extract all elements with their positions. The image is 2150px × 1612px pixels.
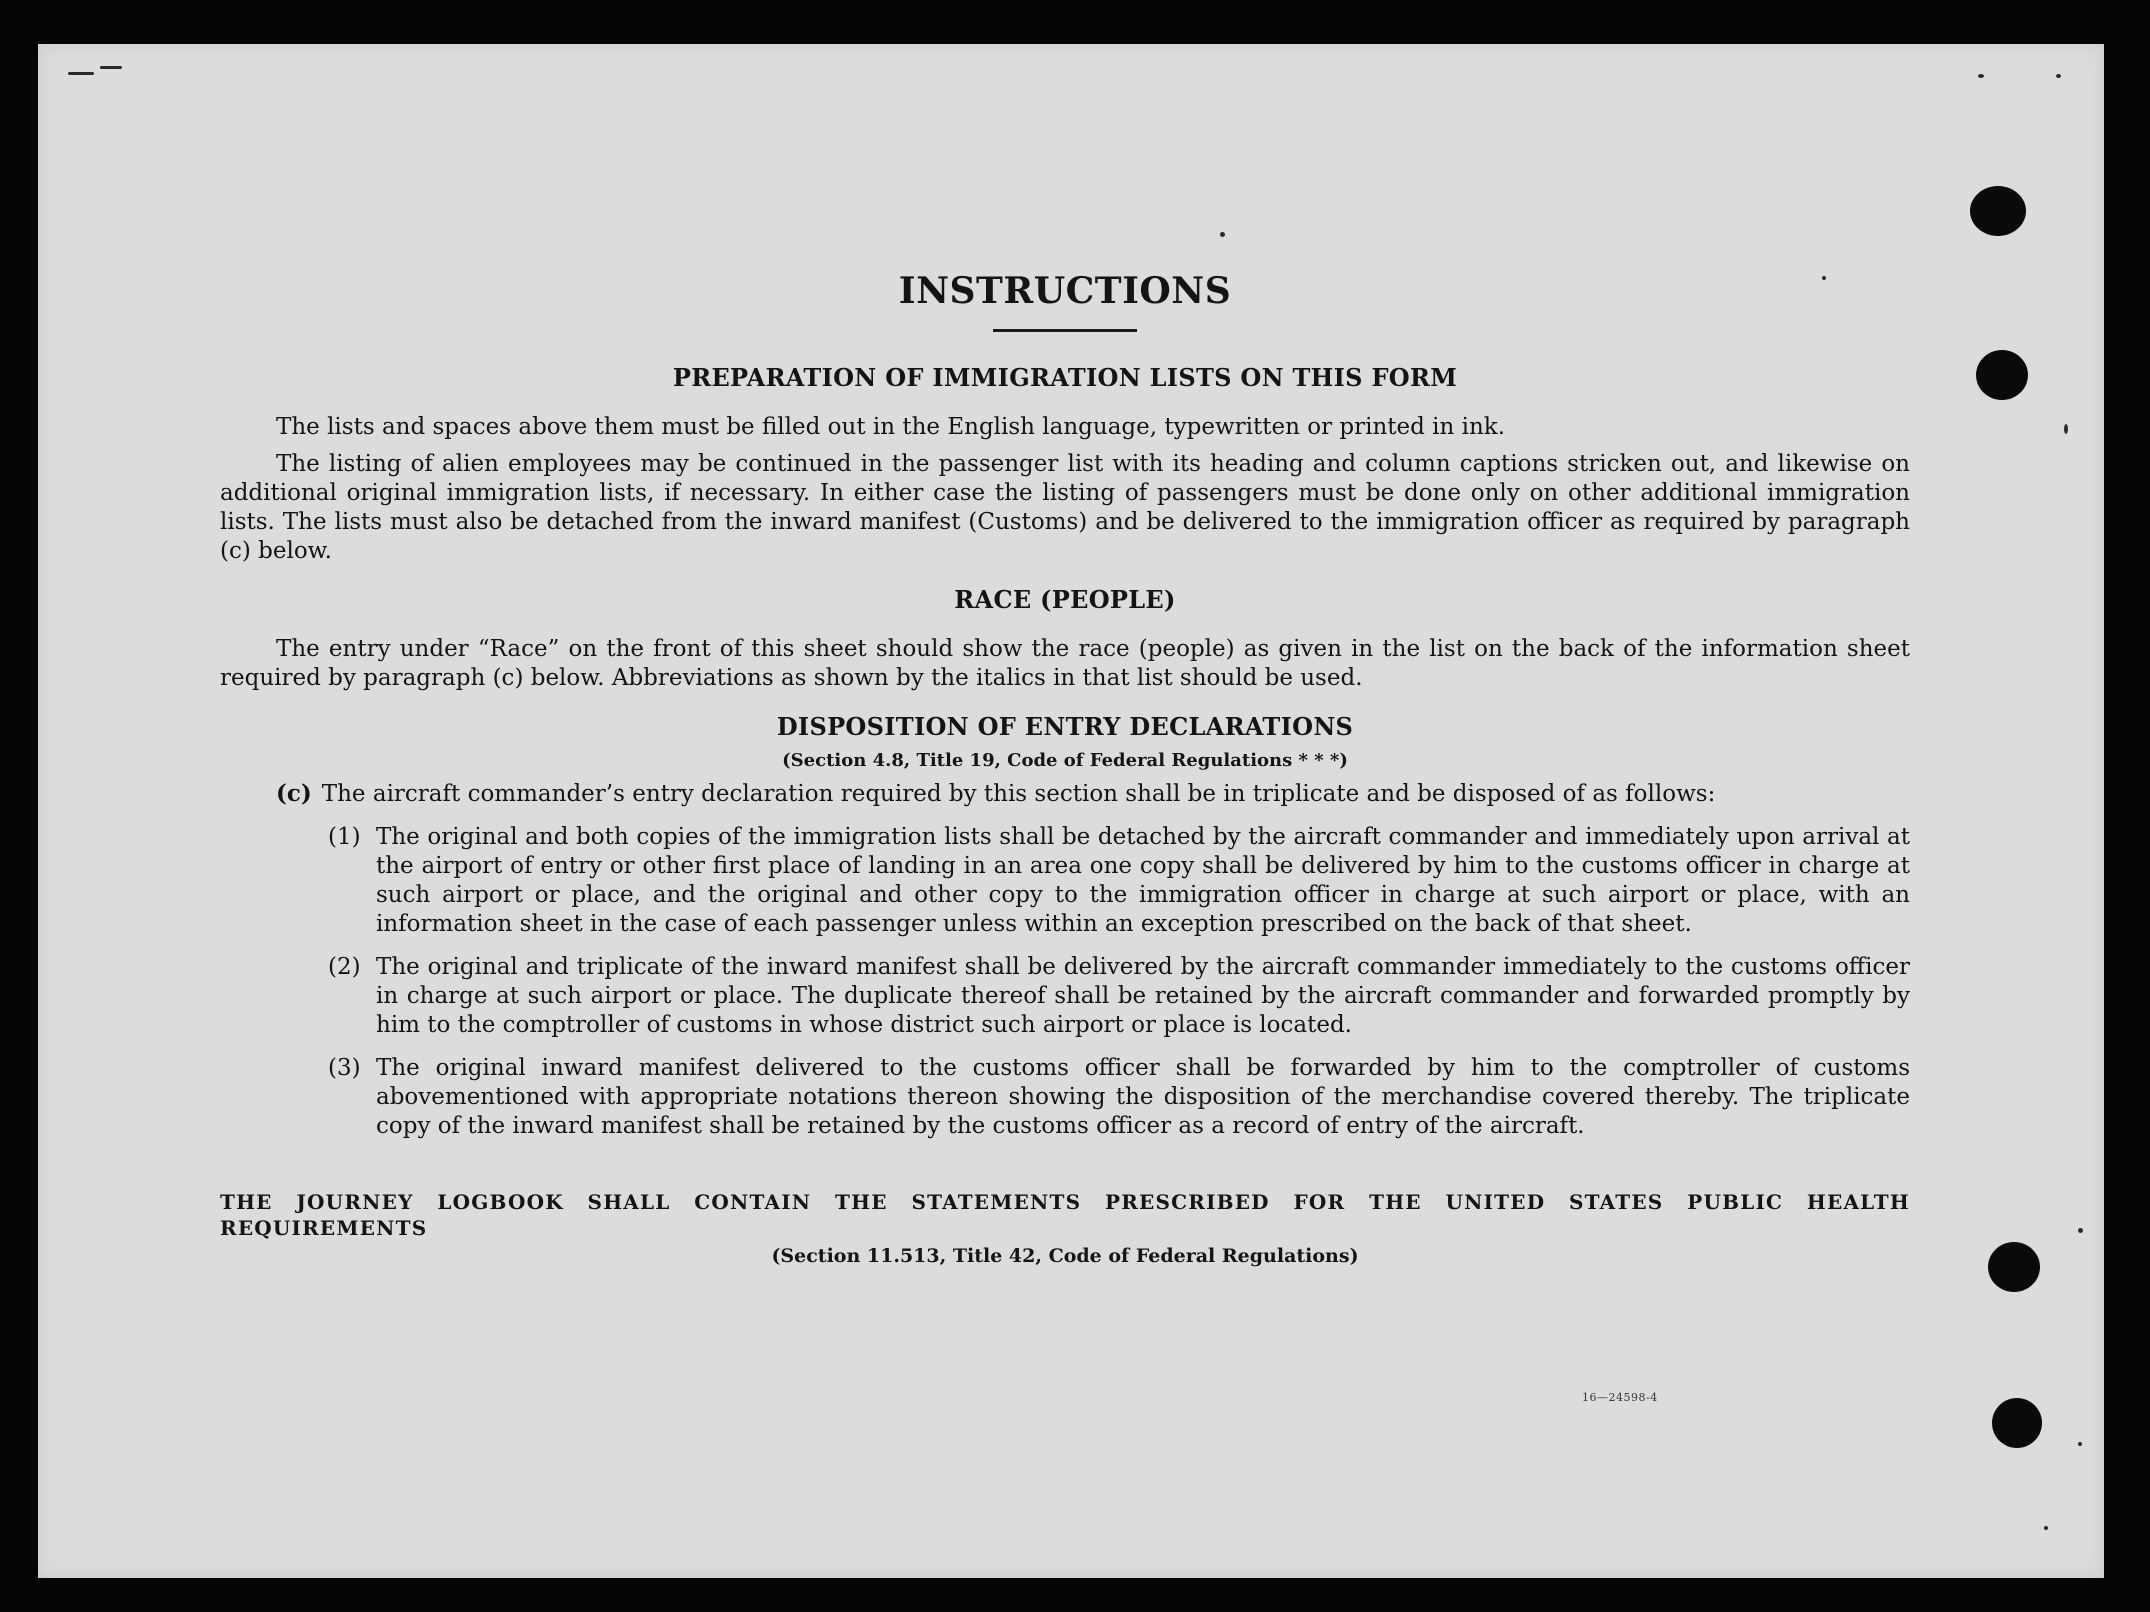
clause-c: [276, 779, 1910, 809]
disposition-item-1: [328, 823, 1910, 939]
punch-hole-1: [1970, 186, 2026, 236]
disposition-item-2: [328, 953, 1910, 1040]
disposition-item-3: [328, 1054, 1910, 1141]
health-requirements-statement: THE JOURNEY LOGBOOK SHALL CONTAIN THE STATEMENTS PRESCRIBED FOR THE UNITED STATES PUBLIC HEALTH REQUIREMENTS: [220, 1189, 1910, 1240]
race-heading: RACE (PEOPLE): [954, 584, 1176, 614]
item-number: (3): [328, 1054, 361, 1081]
preparation-heading: PREPARATION OF IMMIGRATION LISTS ON THIS FORM: [672, 363, 1458, 393]
disposition-heading: DISPOSITION OF ENTRY DECLARATIONS: [776, 711, 1354, 741]
instructions-content: [220, 270, 1910, 1267]
race-paragraph: The entry under “Race” on the front of this sheet should show the race (people) as given in the list on the back of the information sheet required by paragraph (c) below. Abbreviations as shown by the italics in that list should be used.: [220, 635, 1910, 691]
scan-speck: [100, 66, 122, 69]
scan-speck: [1978, 74, 1984, 78]
clause-c-label: (c): [276, 779, 312, 807]
punch-hole-2: [1976, 350, 2028, 400]
scan-speck: [2056, 74, 2061, 78]
preparation-paragraph-1: The lists and spaces above them must be filled out in the English language, typewritten or printed in ink.: [276, 413, 1506, 440]
title-underline: [993, 329, 1137, 332]
page-title: INSTRUCTIONS: [898, 270, 1232, 312]
preparation-section: [220, 364, 1910, 566]
clause-c-text: The aircraft commander’s entry declaration required by this section shall be in triplicate and be disposed of as follows:: [321, 780, 1716, 807]
item-number: (2): [328, 953, 361, 980]
item-text: The original inward manifest delivered to the customs officer shall be forwarded by him to the comptroller of customs abovementioned with appropriate notations thereon showing the disposition of the merchandise covered thereby. The triplicate copy of the inward manifest shall be retained by the customs officer as a record of entry of the aircraft.: [376, 1054, 1910, 1139]
punch-hole-3: [1988, 1242, 2040, 1292]
scan-speck: [2064, 424, 2068, 434]
scan-speck: [1220, 232, 1225, 237]
disposition-citation: (Section 4.8, Title 19, Code of Federal Regulations * * *): [782, 749, 1348, 771]
preparation-paragraph-2: The listing of alien employees may be continued in the passenger list with its heading and column captions stricken out, and likewise on additional original immigration lists, if necessary. In either case the listing of passengers must be done only on other additional immigration lists. The lists must also be detached from the inward manifest (Customs) and be delivered to the immigration officer as required by paragraph (c) below.: [220, 450, 1910, 564]
race-section: [220, 586, 1910, 693]
item-text: The original and triplicate of the inward manifest shall be delivered by the aircraft commander immediately to the customs officer in charge at such airport or place. The duplicate thereof shall be retained by the aircraft commander and forwarded promptly by him to the comptroller of customs in whose district such airport or place is located.: [376, 953, 1910, 1038]
scan-speck: [68, 72, 94, 75]
scan-speck: [2078, 1442, 2082, 1446]
form-number: 16—24598-4: [1582, 1391, 1658, 1404]
disposition-section: [220, 713, 1910, 1141]
scan-speck: [2044, 1526, 2048, 1530]
health-requirements-citation: (Section 11.513, Title 42, Code of Federal Regulations): [771, 1244, 1359, 1267]
item-text: The original and both copies of the immigration lists shall be detached by the aircraft commander and immediately upon arrival at the airport of entry or other first place of landing in an area one copy shall be delivered by him to the customs officer in charge at such airport or place, and the original and other copy to the immigration officer in charge at such airport or place, with an information sheet in the case of each passenger unless within an exception prescribed on the back of that sheet.: [376, 823, 1910, 937]
punch-hole-4: [1992, 1398, 2042, 1448]
scan-speck: [2078, 1228, 2083, 1233]
item-number: (1): [328, 823, 361, 850]
